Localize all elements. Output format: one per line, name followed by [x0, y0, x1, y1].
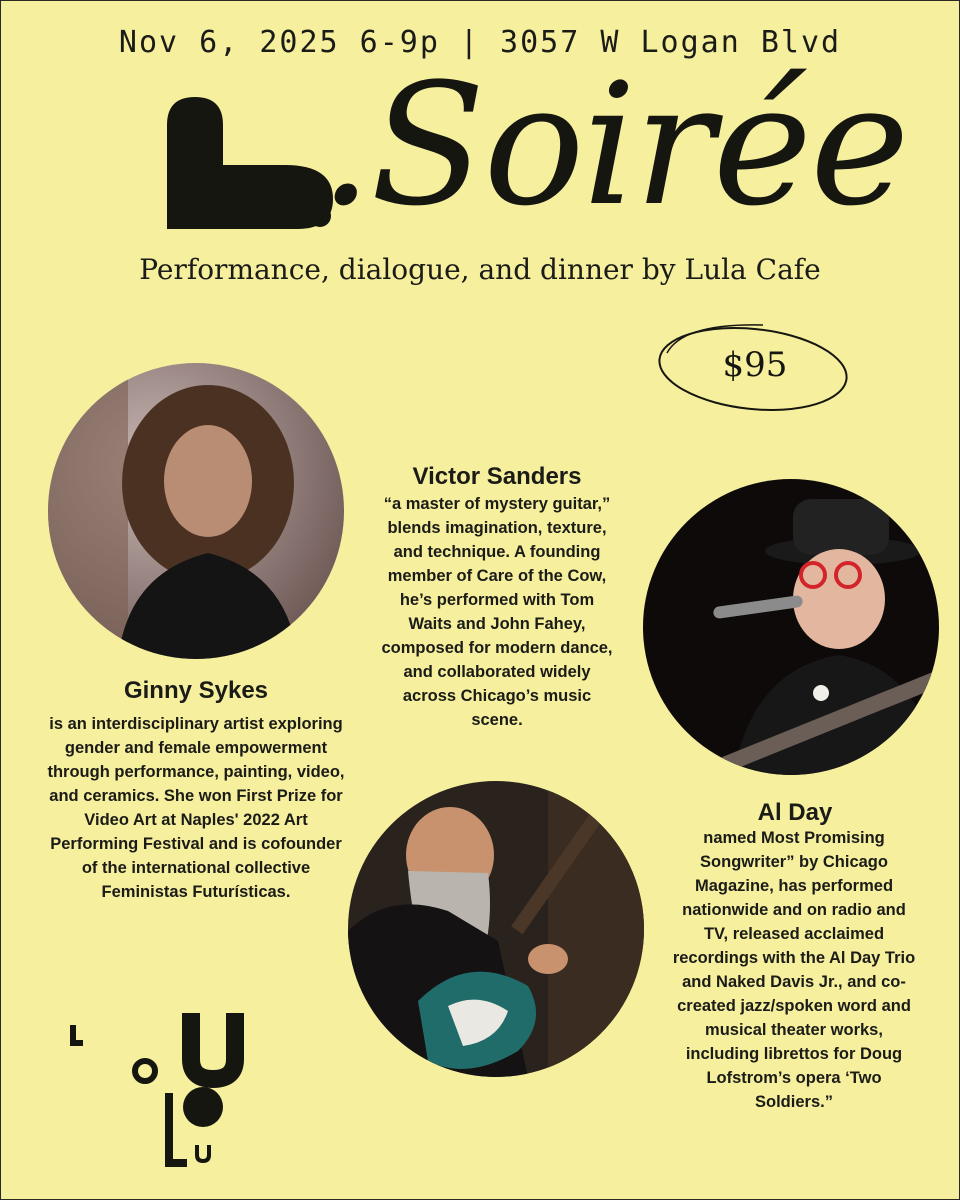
performer-name-victor-sanders: Victor Sanders: [412, 463, 582, 490]
al-day-photo: [348, 781, 644, 1077]
lula-cafe-logo-icon: [61, 1011, 261, 1181]
ginny-sykes-photo: [48, 363, 344, 659]
performer-name-ginny-sykes: Ginny Sykes: [123, 677, 269, 704]
event-tagline: Performance, dialogue, and dinner by Lula Cafe: [139, 253, 821, 286]
price-badge: [653, 313, 857, 425]
performer-bio-ginny-sykes: is an interdisciplinary artist exploring gender and female empowerment through performance, painting, video, and ceramics. She won First Prize for Video Art at Naples' 2022 Art Performing Festival and is cofounder of the international collective Feministas Futurísticas.: [47, 715, 345, 901]
event-title: .Soirée: [319, 47, 908, 243]
l-heart-logo-icon: [165, 95, 333, 231]
performer-bio-victor-sanders: “a master of mystery guitar,” blends imagination, texture, and technique. A founding member of Care of the Cow, he’s performed with Tom Waits and John Fahey, composed for modern dance, and collaborated widely across Chicago’s music scene.: [381, 495, 613, 729]
event-date-location: Nov 6, 2025 6-9p | 3057 W Logan Blvd: [118, 25, 842, 60]
performer-name-al-day: Al Day: [757, 799, 833, 826]
victor-sanders-photo: [643, 479, 939, 775]
performer-bio-al-day: named Most Promising Songwriter” by Chicago Magazine, has performed nationwide and on radio and TV, released acclaimed recordings with the Al Day Trio and Naked Davis Jr., and co-created jazz/spoken word and musical theater works, including librettos for Doug Lofstrom’s opera ‘Two Soldiers.”: [672, 829, 916, 1111]
price-value: $95: [722, 345, 788, 385]
